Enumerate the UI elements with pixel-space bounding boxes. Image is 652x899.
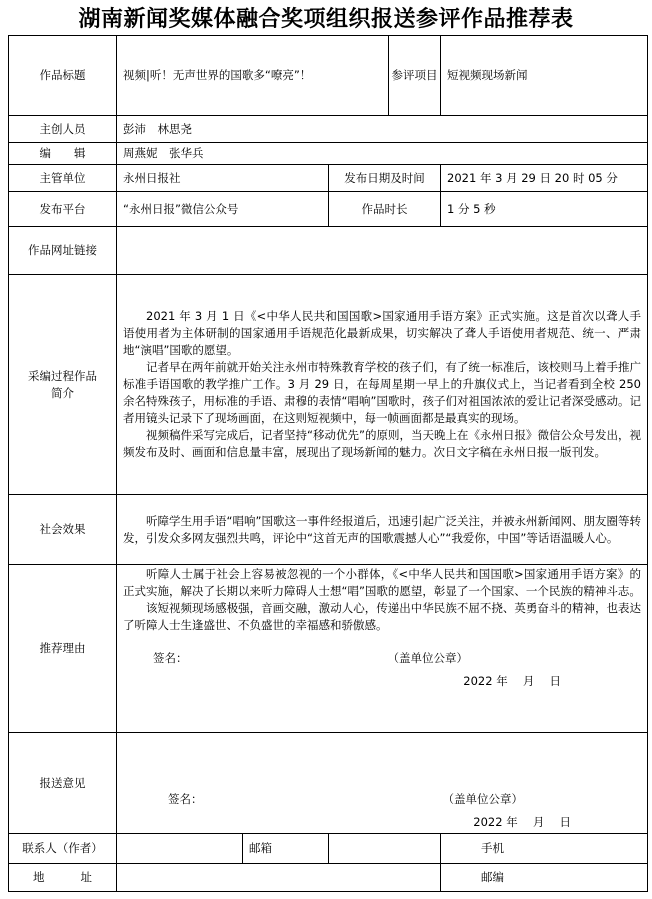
row-work-title	[9, 36, 648, 116]
label-contact: 联系人（作者）	[9, 834, 117, 864]
label-effect: 社会效果	[9, 495, 117, 565]
label-url: 作品网址链接	[9, 227, 117, 275]
signature-label: 签名：	[153, 651, 188, 665]
label-address: 地 址	[9, 864, 117, 892]
value-effect	[117, 495, 648, 565]
value-process	[117, 275, 648, 495]
row-url	[9, 227, 648, 275]
signature-block	[123, 650, 641, 667]
label-work-title: 作品标题	[9, 36, 117, 116]
opinion-signature-block	[123, 791, 641, 808]
row-creators	[9, 116, 648, 143]
phone-cell[interactable]	[441, 834, 648, 864]
signature-date: 2022 年 月 日	[463, 674, 562, 688]
recommendation-form	[8, 35, 648, 892]
process-paragraph: 视频稿件采写完成后，记者坚持“移动优先”的原则，当天晚上在《永州日报》微信公众号发出，视频发布及时、画面和信息量丰富，展现出了现场新闻的魅力。次日文字稿在永州日报一版刊发。	[123, 428, 642, 459]
effect-paragraph: 听障学生用手语“唱响”国歌这一事件经报道后，迅速引起广泛关注，并被永州新闻网、朋友圈等转发，引发众多网友强烈共鸣，评论中“这首无声的国歌震撼人心”“我爱你，中国”等话语温暖人心。	[123, 513, 642, 545]
opinion-signature-label: 签名：	[168, 792, 203, 806]
value-pub-time[interactable]: 2021 年 3 月 29 日 20 时 05 分	[441, 165, 648, 192]
row-process	[9, 275, 648, 495]
row-editors	[9, 143, 648, 165]
label-category: 参评项目	[389, 36, 441, 116]
value-creators[interactable]: 彭沛 林思尧	[117, 116, 648, 143]
row-unit	[9, 165, 648, 192]
value-opinion[interactable]	[117, 733, 648, 834]
page-title: 湖南新闻奖媒体融合奖项组织报送参评作品推荐表	[78, 6, 574, 32]
label-pub-time: 发布日期及时间	[329, 165, 441, 192]
reason-paragraph: 该短视频现场感极强，音画交融，激动人心，传递出中华民族不屈不挠、英勇奋斗的精神，也表达了听障人士生逢盛世、不负盛世的幸福感和骄傲感。	[123, 601, 642, 632]
label-phone: 手机	[481, 841, 505, 855]
value-platform[interactable]: “永州日报”微信公众号	[117, 192, 329, 227]
value-work-title[interactable]: 视频|听！无声世界的国歌多“嘹亮”！	[117, 36, 389, 116]
row-reason	[9, 565, 648, 733]
value-email[interactable]	[329, 834, 441, 864]
label-email: 邮箱	[243, 834, 329, 864]
value-editors[interactable]: 周燕妮 张华兵	[117, 143, 648, 165]
label-postcode: 邮编	[481, 870, 505, 884]
process-paragraph: 记者早在两年前就开始关注永州市特殊教育学校的孩子们，有了统一标准后，该校则马上着手推广标准手语国歌的教学推广工作。3 月 29 日，在每周星期一早上的升旗仪式上，当记者看到全校 250 余名特殊孩子，用标准的手语、肃穆的表情“唱响”国歌时，孩子们对祖国浓浓的爱让记者深受感动。记者用镜头记录下了现场画面，在这则短视频中，每一帧画面都是最真实的现场。	[123, 360, 642, 425]
opinion-signature-date: 2022 年 月 日	[473, 815, 572, 829]
value-category[interactable]: 短视频现场新闻	[441, 36, 648, 116]
value-reason	[117, 565, 648, 733]
reason-paragraph: 听障人士属于社会上容易被忽视的一个小群体，《<中华人民共和国国歌>国家通用手语方案》的正式实施，解决了长期以来听力障碍人士想“唱”国歌的愿望，彰显了一个国家、一个民族的精神斗志。	[123, 567, 642, 598]
row-address	[9, 864, 648, 892]
row-platform	[9, 192, 648, 227]
label-process: 采编过程作品简介	[9, 275, 117, 495]
label-opinion: 报送意见	[9, 733, 117, 834]
row-opinion	[9, 733, 648, 834]
label-editors: 编 辑	[9, 143, 117, 165]
label-duration: 作品时长	[329, 192, 441, 227]
label-reason: 推荐理由	[9, 565, 117, 733]
row-contact	[9, 834, 648, 864]
value-duration[interactable]: 1 分 5 秒	[441, 192, 648, 227]
value-unit[interactable]: 永州日报社	[117, 165, 329, 192]
seal-label: （盖单位公章）	[387, 651, 468, 665]
label-creators: 主创人员	[9, 116, 117, 143]
label-unit: 主管单位	[9, 165, 117, 192]
opinion-seal-label: （盖单位公章）	[442, 792, 523, 806]
postcode-cell[interactable]	[441, 864, 648, 892]
label-platform: 发布平台	[9, 192, 117, 227]
value-address[interactable]	[117, 864, 441, 892]
row-effect	[9, 495, 648, 565]
value-url[interactable]	[117, 227, 648, 275]
process-paragraph: 2021 年 3 月 1 日《<中华人民共和国国歌>国家通用手语方案》正式实施。这是首次以聋人手语使用者为主体研制的国家通用手语规范化最新成果，切实解决了聋人手语使用者规范、统一、严肃地“演唱”国歌的愿望。	[123, 309, 642, 357]
value-contact[interactable]	[117, 834, 243, 864]
